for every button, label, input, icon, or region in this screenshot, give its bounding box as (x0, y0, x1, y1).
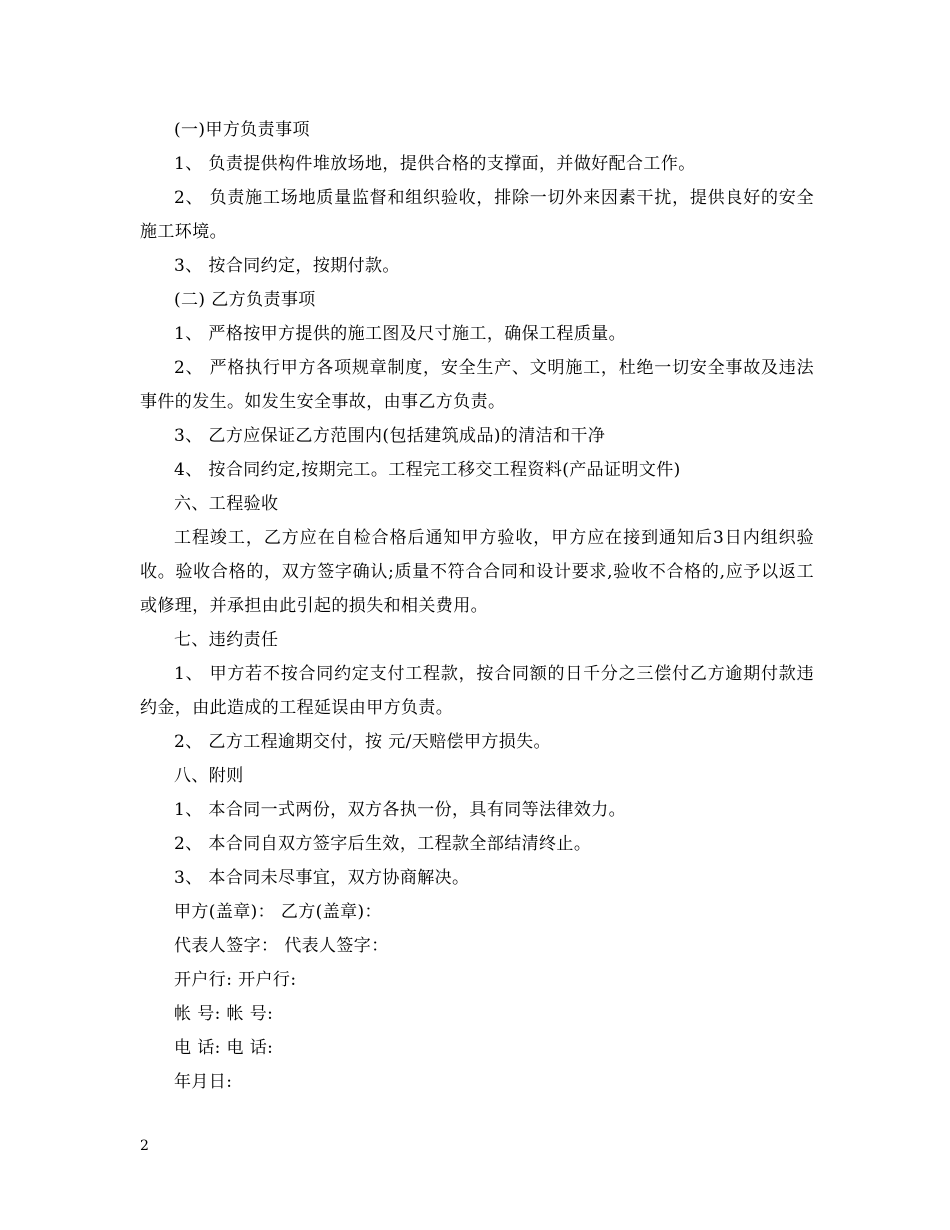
party-b-duty-2: 2、 严格执行甲方各项规章制度，安全生产、文明施工，杜绝一切安全事故及违法事件的发生。如发生安全事故，由事乙方负责。 (140, 358, 814, 412)
party-a-duty-1: 1、 负责提供构件堆放场地，提供合格的支撑面，并做好配合工作。 (174, 154, 696, 174)
signature-account-line: 帐 号: 帐 号: (174, 1004, 274, 1024)
supplementary-clause-3: 3、 本合同未尽事宜，双方协商解决。 (174, 868, 470, 888)
signature-representative-line: 代表人签字： 代表人签字： (174, 936, 389, 956)
heading-acceptance: 六、工程验收 (174, 494, 279, 514)
breach-clause-1: 1、 甲方若不按合同约定支付工程款，按合同额的日千分之三偿付乙方逾期付款违约金，由此造成的工程延误由甲方负责。 (140, 664, 814, 718)
party-b-duty-4: 4、 按合同约定,按期完工。工程完工移交工程资料(产品证明文件) (174, 460, 681, 480)
page-number: 2 (140, 1138, 149, 1154)
party-b-duty-3: 3、 乙方应保证乙方范围内(包括建筑成品)的清洁和干净 (174, 426, 606, 446)
breach-clause-2: 2、 乙方工程逾期交付，按 元/天赔偿甲方损失。 (174, 732, 551, 752)
supplementary-clause-2: 2、 本合同自双方签字后生效，工程款全部结清终止。 (174, 834, 592, 854)
heading-party-a-duties: (一)甲方负责事项 (174, 120, 310, 140)
supplementary-clause-1: 1、 本合同一式两份，双方各执一份，具有同等法律效力。 (174, 800, 627, 820)
party-a-duty-3: 3、 按合同约定，按期付款。 (174, 256, 400, 276)
acceptance-clause: 工程竣工，乙方应在自检合格后通知甲方验收，甲方应在接到通知后3日内组织验收。验收合格的，双方签字确认;质量不符合合同和设计要求,验收不合格的,应予以返工或修理，并承担由此引起的损失和相关费用。 (140, 528, 814, 616)
heading-breach: 七、违约责任 (174, 630, 279, 650)
signature-bank-line: 开户行: 开户行: (174, 970, 297, 990)
signature-seal-line: 甲方(盖章)： 乙方(盖章)： (174, 902, 382, 922)
signature-phone-line: 电 话: 电 话: (174, 1038, 274, 1058)
document-body (140, 113, 814, 1099)
heading-party-b-duties: (二) 乙方负责事项 (174, 290, 316, 310)
party-a-duty-2: 2、 负责施工场地质量监督和组织验收，排除一切外来因素干扰，提供良好的安全施工环境。 (140, 188, 814, 242)
signature-date-line: 年月日: (174, 1072, 233, 1092)
party-b-duty-1: 1、 严格按甲方提供的施工图及尺寸施工，确保工程质量。 (174, 324, 627, 344)
heading-supplementary: 八、附则 (174, 766, 244, 786)
